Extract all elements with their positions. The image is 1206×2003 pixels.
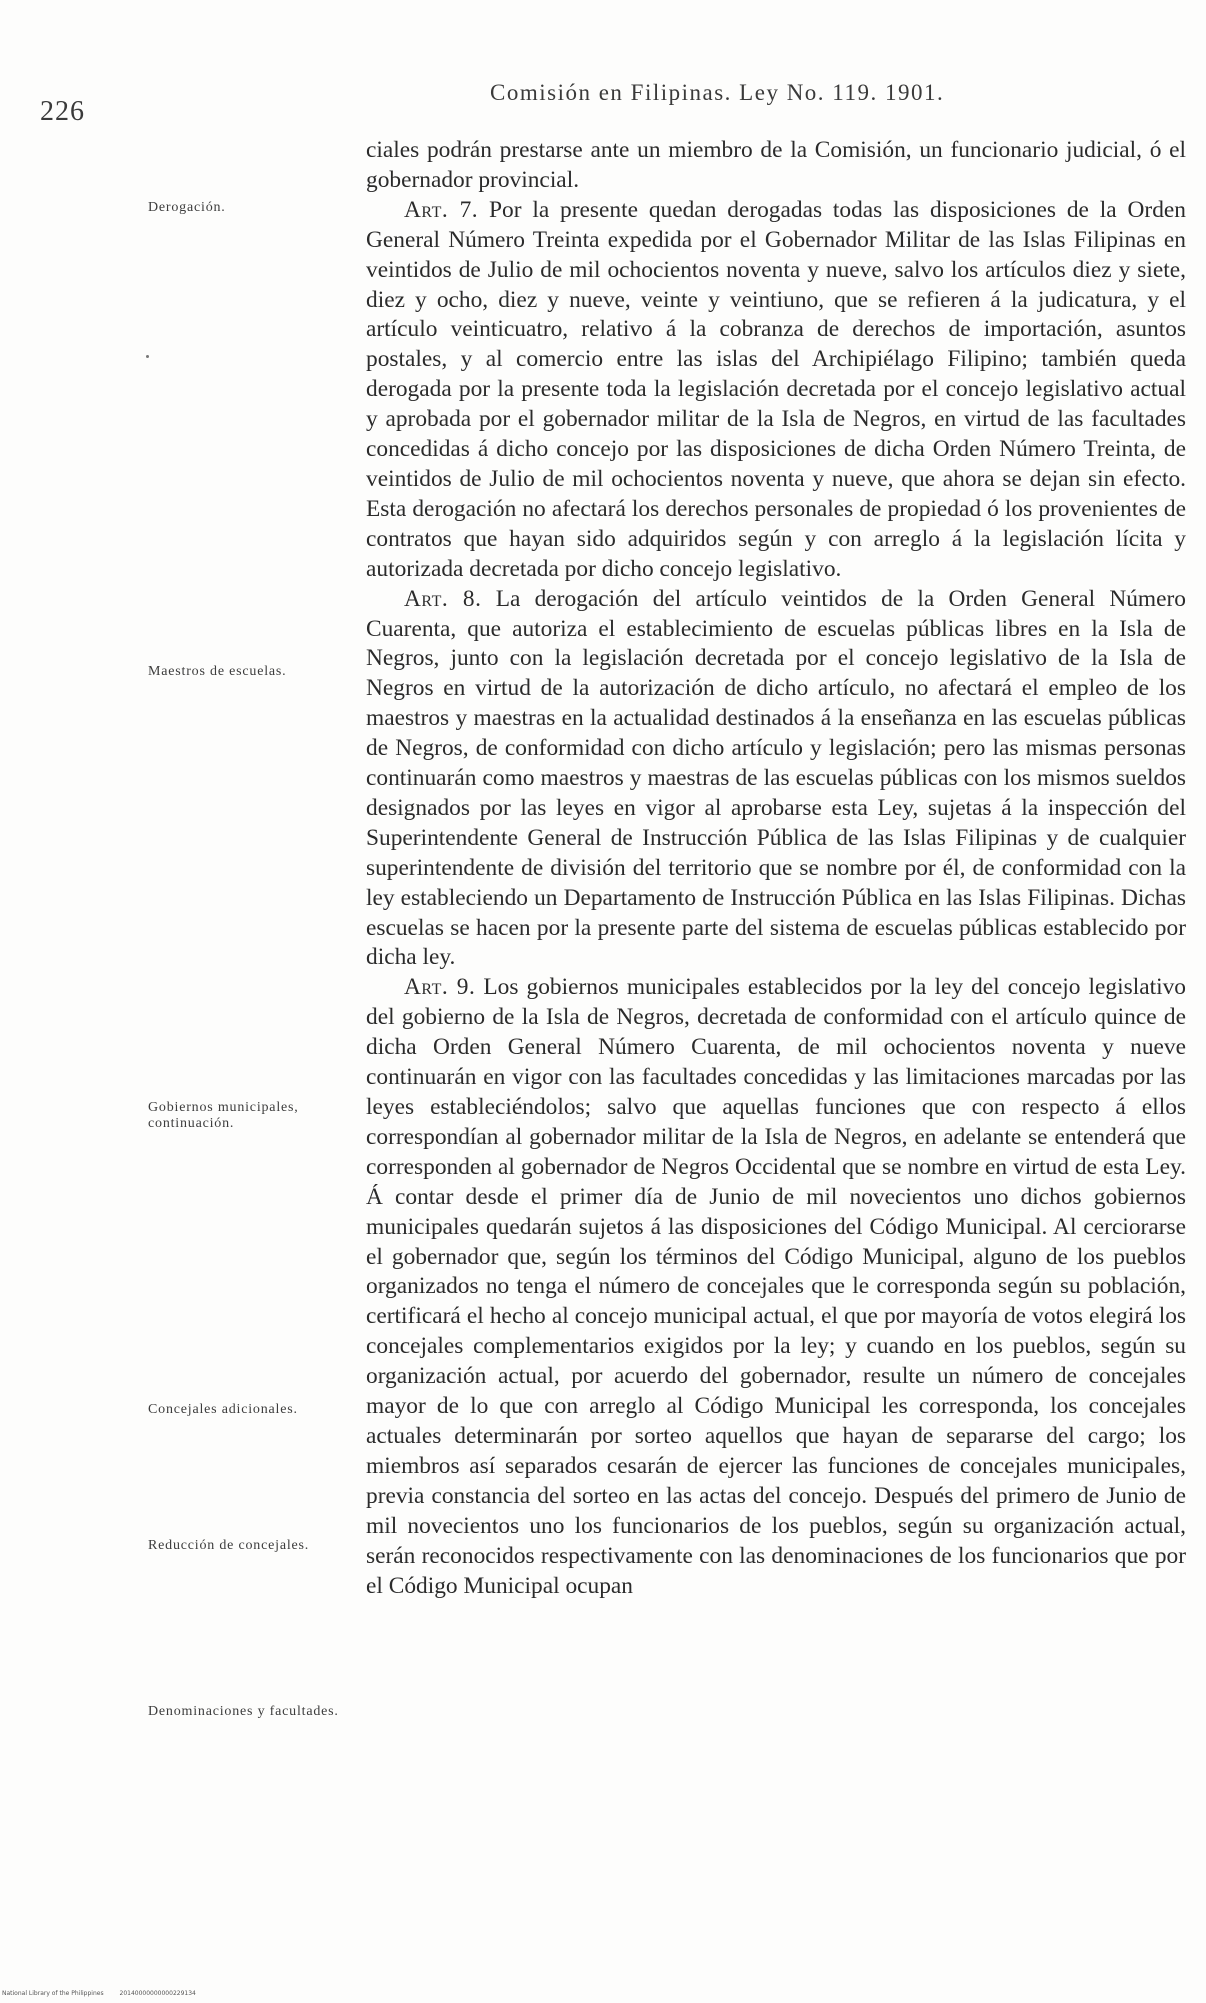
article-9	[366, 973, 1186, 1601]
margin-note-concejales-adicionales: Concejales adicionales.	[148, 1402, 298, 1417]
margin-note-reduccion: Reducción de concejales.	[148, 1538, 310, 1553]
article-8-label: Art. 8.	[404, 585, 482, 612]
margin-note-maestros: Maestros de escuelas.	[148, 664, 287, 679]
margin-note-gobiernos: Gobiernos municipales, continuación.	[148, 1100, 299, 1131]
footer-library: National Library of the Philippines	[2, 1990, 104, 1997]
running-head: Comisión en Filipinas. Ley No. 119. 1901.	[490, 80, 945, 105]
article-7-text: Por la presente quedan derogadas todas las disposiciones de la Orden General Número Treinta expedida por el Gobernador Militar de las Islas Filipinas en veintidos de Julio de mil ochocientos noventa y nueve, salvo los artículos diez y siete, diez y ocho, diez y nueve, veinte y veintiuno, que se refieren á la judicatura, y el artículo veinticuatro, relativo á la cobranza de derechos de importación, asuntos postales, y al comercio entre las islas del Archipiélago Filipino; también queda derogada por la presente toda la legislación decretada por el concejo legislativo actual y aprobada por el gobernador militar de la Isla de Negros, en virtud de las facultades concedidas á dicho concejo por las disposiciones de dicha Orden Número Treinta, de veintidos de Julio de mil ochocientos noventa y nueve, que ahora se dejan sin efecto. Esta derogación no afectará los derechos personales de propiedad ó los provenientes de contratos que hayan sido adquiridos según y con arreglo á la legislación lícita y autorizada decretada por dicho concejo legislativo.	[366, 196, 1186, 582]
footer-code: 20140000000000229134	[119, 1990, 196, 1997]
margin-note-derogacion: Derogación.	[148, 200, 226, 215]
article-8-text: La derogación del artículo veintidos de la Orden General Número Cuarenta, que autoriza el establecimiento de escuelas públicas libres en la Isla de Negros, junto con la legislación decretada por el concejo legislativo de la Isla de Negros en virtud de la autorización de dicho artículo, no afectará el empleo de los maestros y maestras en la actualidad destinados á la enseñanza en las escuelas públicas de Negros, de conformidad con dicho artículo y legislación; pero las mismas personas continuarán como maestros y maestras de las escuelas públicas con los mismos sueldos designados por las leyes en vigor al aprobarse esta Ley, sujetas á la inspección del Superintendente General de Instrucción Pública de las Islas Filipinas y de cualquier superintendente de división del territorio que se nombre por él, de conformidad con la ley estableciendo un Departamento de Instrucción Pública en las Islas Filipinas. Dichas escuelas se hacen por la presente parte del sistema de escuelas públicas establecido por dicha ley.	[366, 585, 1186, 971]
article-8	[366, 585, 1186, 974]
continuation-paragraph: ciales podrán prestarse ante un miembro de la Comisión, un funcionario judicial, ó el gobernador provincial.	[366, 137, 1186, 193]
body-text	[366, 136, 1186, 1601]
stray-mark	[146, 355, 149, 358]
margin-note-denominaciones: Denominaciones y facultades.	[148, 1704, 339, 1719]
scan-footer	[2, 1990, 210, 1997]
page-number: 226	[40, 96, 85, 127]
article-9-label: Art. 9.	[404, 974, 476, 1001]
article-7	[366, 196, 1186, 585]
article-9-text: Los gobiernos municipales establecidos por la ley del concejo legislativo del gobierno de la Isla de Negros, decretada de conformidad con el artículo quince de dicha Orden General Número Cuarenta, de mil ochocientos noventa y nueve continuarán en vigor con las facultades concedidas y las limitaciones marcadas por las leyes estableciéndolos; salvo que aquellas funciones que con respecto á ellos correspondían al gobernador militar de la Isla de Negros, en adelante se entenderá que corresponden al gobernador de Negros Occidental que se nombre en virtud de esta Ley. Á contar desde el primer día de Junio de mil novecientos uno dichos gobiernos municipales quedarán sujetos á las disposiciones del Código Municipal. Al cerciorarse el gobernador que, según los términos del Código Municipal, alguno de los pueblos organizados no tenga el número de concejales que le corresponda según su población, certificará el hecho al concejo municipal actual, el que por mayoría de votos elegirá los concejales complementarios exigidos por la ley; y cuando en los pueblos, según su organización actual, por acuerdo del gobernador, resulte un número de concejales mayor de lo que con arreglo al Código Municipal les corresponda, los concejales actuales determinarán por sorteo aquellos que hayan de separarse del cargo; los miembros así separados cesarán de ejercer las funciones de concejales municipales, previa constancia del sorteo en las actas del concejo. Después del primero de Junio de mil novecientos uno los funcionarios de los pueblos, según su organización actual, serán reconocidos respectivamente con las denominaciones de los funcionarios que por el Código Municipal ocupan	[366, 974, 1186, 1599]
article-7-label: Art. 7.	[404, 196, 479, 223]
